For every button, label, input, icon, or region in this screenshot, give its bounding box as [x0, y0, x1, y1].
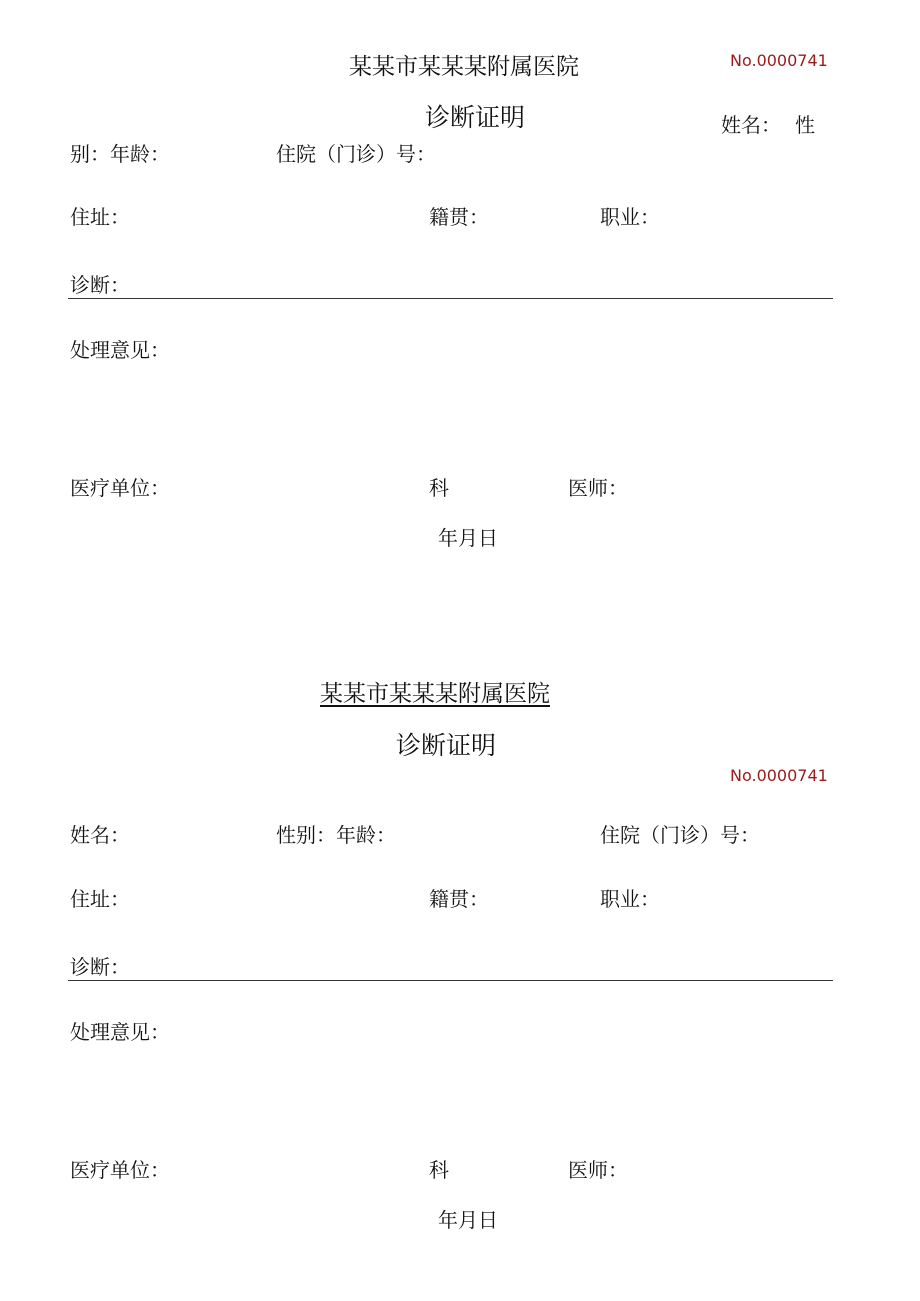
name-label: 姓名： [70, 823, 130, 847]
date-label: 年月日 [438, 1208, 498, 1232]
gender-label-fragment: 性 [795, 113, 815, 137]
medical-unit-label: 医疗单位： [70, 476, 170, 500]
document-title: 诊断证明 [396, 731, 497, 760]
hospital-name: 某某市某某某附属医院 [320, 681, 550, 707]
gender-age-label: 性别：年龄： [276, 823, 396, 847]
occupation-label: 职业： [600, 887, 660, 911]
hospital-name: 某某市某某某附属医院 [349, 54, 579, 80]
diagnosis-label: 诊断： [70, 273, 130, 297]
address-label: 住址： [70, 887, 130, 911]
serial-number: No.0000741 [730, 766, 828, 785]
diagnosis-label: 诊断： [70, 955, 130, 979]
department-label: 科 [429, 1158, 449, 1182]
medical-unit-label: 医疗单位： [70, 1158, 170, 1182]
treatment-opinion-label: 处理意见： [70, 1020, 170, 1044]
date-label: 年月日 [438, 526, 498, 550]
serial-number: No.0000741 [730, 51, 828, 70]
occupation-label: 职业： [600, 205, 660, 229]
diagnosis-divider [68, 980, 833, 981]
document-title: 诊断证明 [425, 103, 526, 132]
doctor-label: 医师： [568, 1158, 628, 1182]
address-label: 住址： [70, 205, 130, 229]
name-label: 姓名： [721, 113, 781, 137]
admission-number-label: 住院（门诊）号： [600, 823, 760, 847]
treatment-opinion-label: 处理意见： [70, 338, 170, 362]
diagnosis-divider [68, 298, 833, 299]
admission-number-label: 住院（门诊）号： [276, 142, 436, 166]
department-label: 科 [429, 476, 449, 500]
native-place-label: 籍贯： [429, 205, 489, 229]
gender-age-label: 别：年龄： [70, 142, 170, 166]
doctor-label: 医师： [568, 476, 628, 500]
native-place-label: 籍贯： [429, 887, 489, 911]
